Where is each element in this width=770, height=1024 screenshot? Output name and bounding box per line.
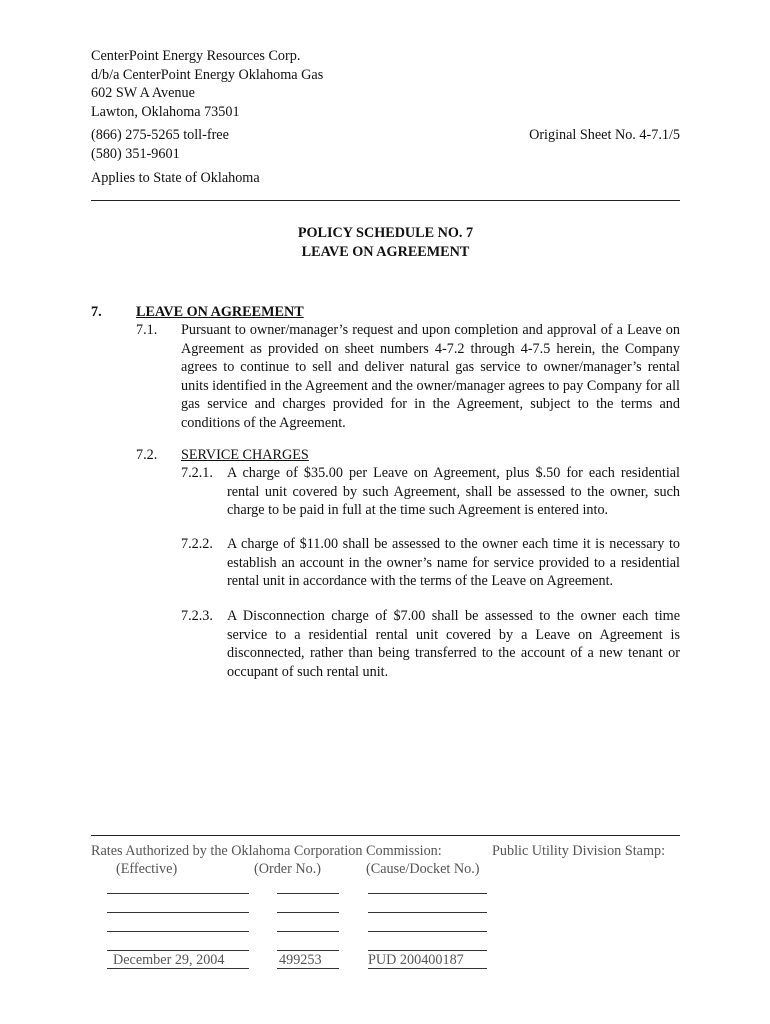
footer-rule (91, 835, 680, 836)
header-rule (91, 200, 680, 201)
letterhead (91, 47, 680, 188)
order-blank-line (277, 931, 339, 932)
subsection-7-1-text: Pursuant to owner/manager’s request and upon completion and approval of a Leave on Agreement as provided on sheet numbers 4-7.2 through 4-7.5 herein, the Company agrees to continue to sell and deliver natural gas service to owner/manager’s rental units identified in the Agreement and the owner/manager agrees to pay Company for all gas service and charges provided for in the Agreement, subject to the terms and conditions of the Agreement. (181, 322, 680, 431)
column-order-label: (Order No.) (254, 861, 321, 877)
effective-date: December 29, 2004 (113, 952, 225, 968)
schedule-title-line2: LEAVE ON AGREEMENT (301, 243, 470, 260)
section-heading: LEAVE ON AGREEMENT (136, 304, 304, 320)
item-7-2-3-number: 7.2.3. (181, 608, 213, 624)
cause-blank-line (368, 912, 487, 913)
phone-local: (580) 351-9601 (91, 145, 180, 162)
column-cause-label: (Cause/Docket No.) (366, 861, 480, 877)
company-dba: d/b/a CenterPoint Energy Oklahoma Gas (91, 66, 324, 83)
item-7-2-2-text: A charge of $11.00 shall be assessed to the owner each time it is necessary to establish an account in the owner’s name for service provided to a residential rental unit in accordance with the terms of the Leave on Agreement. (227, 536, 680, 589)
applies-to: Applies to State of Oklahoma (91, 170, 260, 186)
phone-row (91, 126, 680, 163)
schedule-title (91, 224, 680, 261)
subsection-7-1-number: 7.1. (136, 322, 158, 338)
phone-tollfree: (866) 275-5265 toll-free (91, 127, 229, 143)
schedule-title-line1: POLICY SCHEDULE NO. 7 (297, 225, 474, 241)
sheet-number: Original Sheet No. 4-7.1/5 (529, 127, 680, 143)
column-effective-label: (Effective) (116, 861, 178, 877)
effective-blank-line (107, 912, 249, 913)
order-number: 499253 (279, 952, 322, 968)
effective-blank-line (107, 893, 249, 894)
subsection-7-2-heading: SERVICE CHARGES (181, 447, 309, 463)
cause-blank-line (368, 893, 487, 894)
section-number: 7. (91, 304, 102, 320)
order-blank-line (277, 893, 339, 894)
company-name: CenterPoint Energy Resources Corp. (91, 48, 301, 64)
item-7-2-2-number: 7.2.2. (181, 536, 213, 552)
cause-docket-number: PUD 200400187 (368, 952, 464, 968)
effective-blank-line (107, 931, 249, 932)
cause-blank-line (368, 931, 487, 932)
subsection-7-2-number: 7.2. (136, 447, 158, 463)
order-blank-line (277, 912, 339, 913)
item-7-2-1-number: 7.2.1. (181, 465, 213, 481)
stamp-label: Public Utility Division Stamp: (492, 843, 666, 859)
item-7-2-1-text: A charge of $35.00 per Leave on Agreement, plus $.50 for each residential rental unit covered by such Agreement, shall be assessed to the owner, such charge to be paid in full at the time such Agreement is entered into. (227, 465, 680, 518)
rates-authorized-label: Rates Authorized by the Oklahoma Corporation Commission: (91, 843, 442, 859)
company-city: Lawton, Oklahoma 73501 (91, 103, 240, 120)
company-street: 602 SW A Avenue (91, 85, 195, 101)
item-7-2-3-text: A Disconnection charge of $7.00 shall be assessed to the owner each time service to a residential rental unit covered by a Leave on Agreement is disconnected, rather than being transferred to the account of a new tenant or occupant of such rental unit. (227, 608, 680, 680)
